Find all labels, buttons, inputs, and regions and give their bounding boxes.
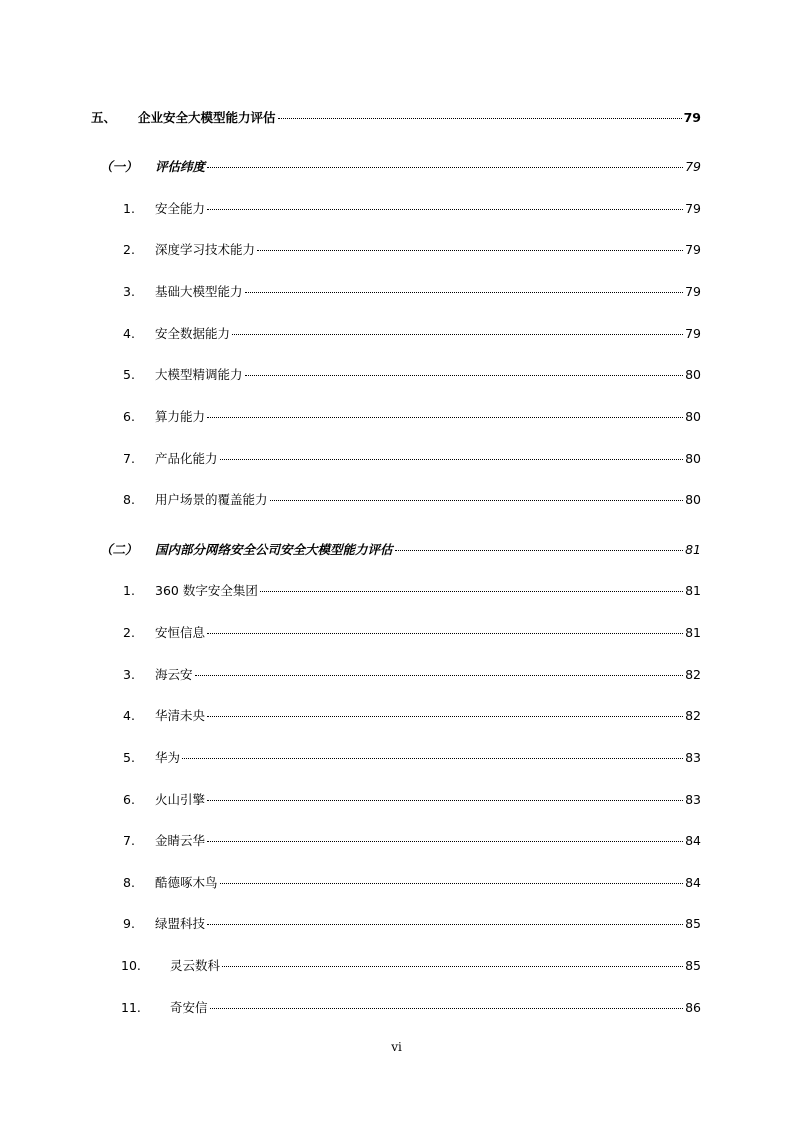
toc-title: 评估纬度: [155, 159, 206, 174]
toc-number: 3.: [123, 284, 135, 299]
toc-number: 6.: [123, 409, 135, 424]
dot-leader: [210, 1007, 684, 1009]
toc-page-number: 84: [685, 833, 701, 848]
dot-leader: [207, 632, 683, 634]
toc-number: 5.: [123, 367, 135, 382]
toc-number: 9.: [123, 916, 135, 931]
dot-leader: [207, 208, 683, 210]
toc-entry-level3[interactable]: [0, 407, 793, 427]
toc-title: 用户场景的覆盖能力: [155, 492, 268, 507]
toc-entry-level2[interactable]: [0, 157, 793, 177]
toc-number: 8.: [123, 492, 135, 507]
toc-number: 1.: [123, 201, 135, 216]
toc-page-number: 80: [685, 451, 701, 466]
toc-number: 1.: [123, 583, 135, 598]
toc-page-number: 86: [685, 1000, 701, 1015]
toc-title: 灵云数科: [170, 958, 221, 973]
dot-leader: [195, 674, 684, 676]
toc-number: 4.: [123, 326, 135, 341]
dot-leader: [245, 291, 684, 293]
toc-number: （一）: [100, 159, 138, 174]
toc-page-number: 79: [683, 110, 701, 125]
toc-entry-level2[interactable]: [0, 540, 793, 560]
footer-page-number: vi: [391, 1040, 402, 1054]
toc-entry-level3[interactable]: [0, 623, 793, 643]
toc-page-number: 82: [685, 667, 701, 682]
toc-page-number: 85: [685, 958, 701, 973]
dot-leader: [232, 333, 683, 335]
dot-leader: [220, 882, 684, 884]
toc-entry-level3[interactable]: [0, 998, 793, 1018]
dot-leader: [182, 757, 683, 759]
toc-number: 10.: [121, 958, 141, 973]
toc-page-number: 81: [685, 583, 701, 598]
toc-number: 5.: [123, 750, 135, 765]
toc-number: （二）: [100, 542, 138, 557]
dot-leader: [207, 840, 683, 842]
toc-title: 360 数字安全集团: [155, 583, 258, 598]
toc-page-number: 79: [685, 326, 701, 341]
toc-title: 奇安信: [170, 1000, 208, 1015]
toc-number: 6.: [123, 792, 135, 807]
toc-entry-level3[interactable]: [0, 581, 793, 601]
toc-entry-level3[interactable]: [0, 956, 793, 976]
toc-entry-level3[interactable]: [0, 665, 793, 685]
toc-page-number: 79: [685, 159, 701, 174]
toc-title: 酷德啄木鸟: [155, 875, 218, 890]
toc-title: 火山引擎: [155, 792, 206, 807]
toc-title: 华为: [155, 750, 181, 765]
dot-leader: [257, 249, 683, 251]
toc-title: 金睛云华: [155, 833, 206, 848]
toc-number: 7.: [123, 833, 135, 848]
toc-page-number: 80: [685, 367, 701, 382]
toc-title: 安全能力: [155, 201, 206, 216]
toc-title: 产品化能力: [155, 451, 218, 466]
toc-number: 2.: [123, 242, 135, 257]
toc-entry-level3[interactable]: [0, 914, 793, 934]
dot-leader: [395, 549, 684, 551]
toc-number: 4.: [123, 708, 135, 723]
toc-page-number: 79: [685, 201, 701, 216]
toc-entry-level3[interactable]: [0, 240, 793, 260]
dot-leader: [278, 117, 682, 119]
toc-title: 国内部分网络安全公司安全大模型能力评估: [155, 542, 393, 557]
toc-title: 深度学习技术能力: [155, 242, 256, 257]
toc-entry-level3[interactable]: [0, 790, 793, 810]
toc-title: 绿盟科技: [155, 916, 206, 931]
toc-number: 11.: [121, 1000, 141, 1015]
toc-entry-level3[interactable]: [0, 706, 793, 726]
toc-title: 安恒信息: [155, 625, 206, 640]
dot-leader: [220, 458, 684, 460]
toc-page-number: 80: [685, 492, 701, 507]
toc-entry-level3[interactable]: [0, 748, 793, 768]
toc-page-number: 83: [685, 750, 701, 765]
toc-entry-level3[interactable]: [0, 282, 793, 302]
toc-page-number: 81: [685, 625, 701, 640]
toc-number: 五、: [91, 110, 117, 125]
toc-entry-level3[interactable]: [0, 873, 793, 893]
toc-number: 2.: [123, 625, 135, 640]
toc-entry-level3[interactable]: [0, 365, 793, 385]
dot-leader: [207, 166, 683, 168]
toc-page-number: 79: [685, 284, 701, 299]
dot-leader: [207, 416, 683, 418]
toc-number: 7.: [123, 451, 135, 466]
dot-leader: [207, 923, 683, 925]
toc-title: 算力能力: [155, 409, 206, 424]
toc-entry-level3[interactable]: [0, 490, 793, 510]
toc-entry-level3[interactable]: [0, 449, 793, 469]
toc-page-number: 83: [685, 792, 701, 807]
toc-page-number: 80: [685, 409, 701, 424]
dot-leader: [222, 965, 683, 967]
dot-leader: [245, 374, 684, 376]
toc-entry-level3[interactable]: [0, 831, 793, 851]
toc-entry-level1[interactable]: [0, 108, 793, 128]
toc-page-number: 84: [685, 875, 701, 890]
toc-title: 安全数据能力: [155, 326, 231, 341]
toc-title: 基础大模型能力: [155, 284, 243, 299]
dot-leader: [207, 799, 683, 801]
dot-leader: [270, 499, 684, 501]
toc-title: 企业安全大模型能力评估: [138, 110, 276, 125]
toc-number: 3.: [123, 667, 135, 682]
toc-page-number: 79: [685, 242, 701, 257]
toc-title: 海云安: [155, 667, 193, 682]
dot-leader: [207, 715, 683, 717]
toc-page-number: 82: [685, 708, 701, 723]
dot-leader: [260, 590, 683, 592]
toc-title: 大模型精调能力: [155, 367, 243, 382]
toc-entry-level3[interactable]: [0, 324, 793, 344]
toc-number: 8.: [123, 875, 135, 890]
toc-page-number: 85: [685, 916, 701, 931]
toc-title: 华清未央: [155, 708, 206, 723]
toc-page-number: 81: [685, 542, 701, 557]
toc-entry-level3[interactable]: [0, 199, 793, 219]
